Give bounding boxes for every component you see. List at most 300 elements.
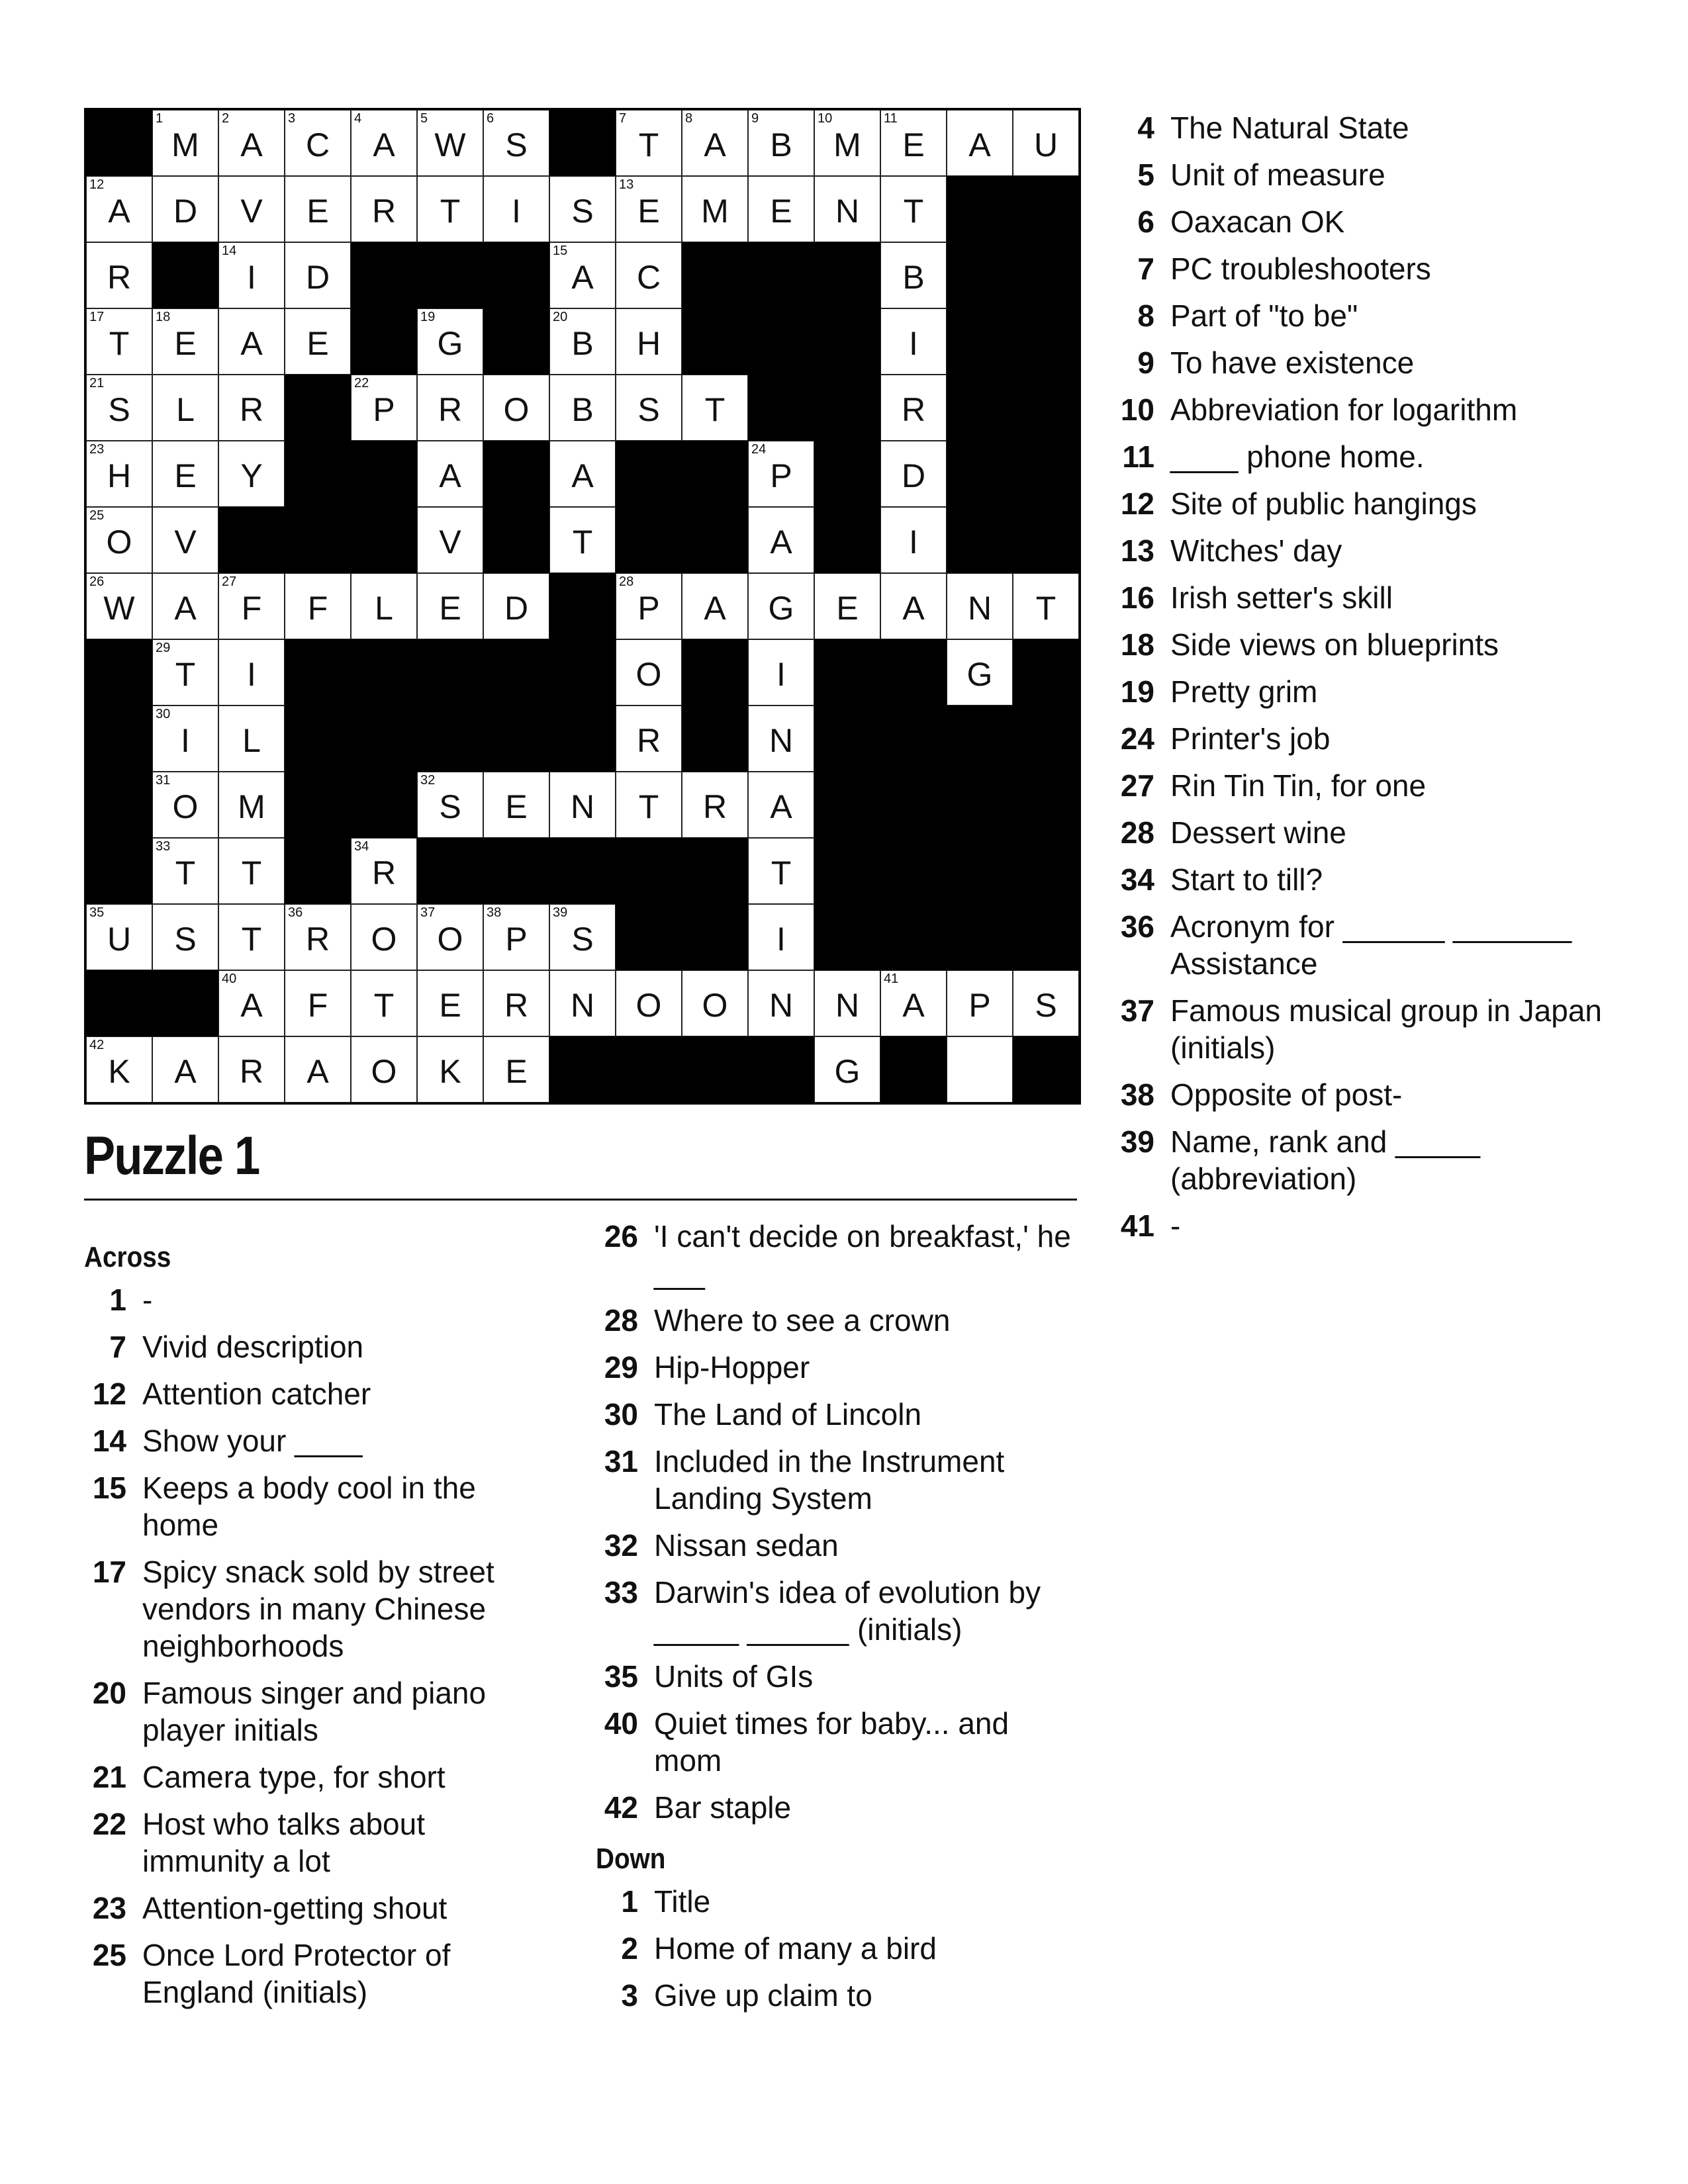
clue-item bbox=[596, 1218, 1079, 1292]
grid-cell[interactable] bbox=[483, 772, 549, 838]
cell-letter: A bbox=[571, 259, 594, 296]
clue-item bbox=[596, 1789, 1079, 1826]
cell-letter: O bbox=[503, 391, 530, 428]
cell-letter: B bbox=[571, 391, 594, 428]
grid-cell[interactable] bbox=[351, 573, 417, 639]
grid-cell[interactable] bbox=[218, 904, 285, 970]
block-cell bbox=[152, 242, 218, 308]
clue-text: Famous singer and piano player initials bbox=[142, 1676, 487, 1747]
grid-cell[interactable] bbox=[880, 176, 947, 242]
grid-cell[interactable] bbox=[86, 375, 152, 441]
clue-item bbox=[84, 1375, 534, 1412]
grid-cell[interactable] bbox=[814, 970, 880, 1036]
grid-cell[interactable] bbox=[218, 772, 285, 838]
cell-letter: C bbox=[636, 259, 661, 296]
grid-cell[interactable] bbox=[880, 242, 947, 308]
grid-cell[interactable] bbox=[285, 242, 351, 308]
cell-letter: T bbox=[109, 325, 130, 362]
clue-text: Rin Tin Tin, for one bbox=[1170, 768, 1427, 803]
cell-letter: A bbox=[902, 590, 925, 627]
grid-cell[interactable] bbox=[152, 441, 218, 507]
block-cell bbox=[814, 772, 880, 838]
cell-letter: L bbox=[242, 722, 261, 759]
grid-cell[interactable] bbox=[218, 838, 285, 904]
grid-cell[interactable] bbox=[417, 375, 483, 441]
cell-letter: S bbox=[439, 788, 461, 825]
block-cell bbox=[1013, 308, 1079, 375]
block-cell bbox=[351, 308, 417, 375]
grid-cell[interactable] bbox=[483, 904, 549, 970]
clue-text: Spicy snack sold by street vendors in many Chinese neighborhoods bbox=[142, 1555, 494, 1663]
grid-cell[interactable] bbox=[417, 176, 483, 242]
cell-number: 39 bbox=[553, 905, 568, 920]
cell-number: 28 bbox=[619, 574, 634, 589]
grid-cell[interactable] bbox=[152, 838, 218, 904]
block-cell bbox=[549, 573, 616, 639]
grid-cell[interactable] bbox=[947, 1036, 1013, 1103]
block-cell bbox=[814, 242, 880, 308]
grid-cell[interactable] bbox=[748, 507, 814, 573]
grid-cell[interactable] bbox=[483, 176, 549, 242]
grid-cell[interactable] bbox=[351, 970, 417, 1036]
grid-cell[interactable] bbox=[748, 573, 814, 639]
block-cell bbox=[218, 507, 285, 573]
clue-text: Give up claim to bbox=[654, 1978, 872, 2013]
cell-letter: V bbox=[240, 193, 263, 230]
cell-letter: T bbox=[638, 788, 659, 825]
grid-cell[interactable] bbox=[616, 970, 682, 1036]
grid-cell[interactable] bbox=[880, 970, 947, 1036]
grid-cell[interactable] bbox=[880, 375, 947, 441]
grid-cell[interactable] bbox=[1013, 573, 1079, 639]
clue-text: Keeps a body cool in the home bbox=[142, 1471, 476, 1542]
block-cell bbox=[417, 838, 483, 904]
clue-number: 34 bbox=[1120, 862, 1154, 897]
grid-cell[interactable] bbox=[285, 176, 351, 242]
clue-text: Attention catcher bbox=[142, 1377, 371, 1411]
clue-number: 30 bbox=[604, 1397, 638, 1432]
clue-number: 11 bbox=[1122, 439, 1154, 474]
cell-number: 35 bbox=[89, 905, 105, 920]
clue-item bbox=[1112, 250, 1602, 287]
cell-letter: T bbox=[373, 987, 395, 1024]
grid-cell[interactable] bbox=[880, 110, 947, 176]
cell-letter: A bbox=[240, 126, 263, 163]
grid-cell[interactable] bbox=[616, 573, 682, 639]
block-cell bbox=[483, 639, 549, 705]
cell-number: 36 bbox=[288, 905, 303, 920]
grid-cell[interactable] bbox=[616, 705, 682, 772]
title-divider bbox=[84, 1199, 1077, 1201]
grid-cell[interactable] bbox=[152, 110, 218, 176]
clue-number: 4 bbox=[1137, 111, 1154, 145]
grid-cell[interactable] bbox=[549, 970, 616, 1036]
grid-cell[interactable] bbox=[417, 507, 483, 573]
grid-cell[interactable] bbox=[549, 507, 616, 573]
clue-item bbox=[84, 1281, 534, 1318]
grid-cell[interactable] bbox=[218, 375, 285, 441]
cell-number: 10 bbox=[818, 111, 833, 126]
clue-number: 35 bbox=[604, 1659, 638, 1694]
cell-letter: A bbox=[108, 193, 130, 230]
cell-letter: I bbox=[181, 722, 190, 759]
grid-cell[interactable] bbox=[218, 176, 285, 242]
grid-cell[interactable] bbox=[218, 242, 285, 308]
grid-cell[interactable] bbox=[549, 772, 616, 838]
grid-cell[interactable] bbox=[682, 110, 748, 176]
grid-cell[interactable] bbox=[814, 1036, 880, 1103]
down-clues-column-3 bbox=[1112, 109, 1602, 1254]
block-cell bbox=[351, 441, 417, 507]
clue-item bbox=[1112, 344, 1602, 381]
grid-cell[interactable] bbox=[86, 1036, 152, 1103]
cell-number: 26 bbox=[89, 574, 105, 589]
cell-letter: P bbox=[770, 457, 792, 494]
grid-cell[interactable] bbox=[682, 375, 748, 441]
block-cell bbox=[483, 838, 549, 904]
cell-letter: T bbox=[1035, 590, 1056, 627]
block-cell bbox=[1013, 838, 1079, 904]
grid-cell[interactable] bbox=[1013, 110, 1079, 176]
cell-letter: C bbox=[305, 126, 330, 163]
cell-letter: E bbox=[505, 788, 528, 825]
cell-number: 17 bbox=[89, 310, 105, 324]
block-cell bbox=[947, 375, 1013, 441]
grid-cell[interactable] bbox=[218, 639, 285, 705]
block-cell bbox=[1013, 904, 1079, 970]
grid-cell[interactable] bbox=[748, 705, 814, 772]
block-cell bbox=[483, 507, 549, 573]
grid-cell[interactable] bbox=[483, 375, 549, 441]
grid-cell[interactable] bbox=[351, 1036, 417, 1103]
cell-letter: E bbox=[836, 590, 859, 627]
block-cell bbox=[285, 772, 351, 838]
grid-cell[interactable] bbox=[616, 639, 682, 705]
cell-letter: M bbox=[238, 788, 265, 825]
grid-cell[interactable] bbox=[152, 1036, 218, 1103]
grid-cell[interactable] bbox=[947, 110, 1013, 176]
puzzle-title: Puzzle 1 bbox=[84, 1126, 259, 1186]
grid-cell[interactable] bbox=[218, 441, 285, 507]
grid-cell[interactable] bbox=[351, 904, 417, 970]
cell-letter: G bbox=[834, 1053, 861, 1090]
grid-cell[interactable] bbox=[880, 308, 947, 375]
cell-letter: T bbox=[440, 193, 461, 230]
grid-cell[interactable] bbox=[86, 308, 152, 375]
grid-cell[interactable] bbox=[152, 705, 218, 772]
cell-letter: I bbox=[909, 325, 918, 362]
cell-letter: T bbox=[241, 921, 262, 958]
grid-cell[interactable] bbox=[218, 970, 285, 1036]
cell-letter: N bbox=[769, 987, 794, 1024]
cell-letter: H bbox=[107, 457, 132, 494]
block-cell bbox=[285, 705, 351, 772]
cell-letter: U bbox=[1033, 126, 1058, 163]
clue-text: Title bbox=[654, 1884, 711, 1919]
clue-text: Opposite of post- bbox=[1170, 1077, 1403, 1112]
grid-cell[interactable] bbox=[86, 441, 152, 507]
cell-letter: T bbox=[638, 126, 659, 163]
cell-letter: T bbox=[572, 523, 593, 561]
cell-letter: U bbox=[107, 921, 132, 958]
grid-cell[interactable] bbox=[682, 772, 748, 838]
cell-letter: R bbox=[438, 391, 463, 428]
grid-cell[interactable] bbox=[351, 110, 417, 176]
cell-letter: T bbox=[175, 854, 196, 891]
grid-cell[interactable] bbox=[218, 705, 285, 772]
clue-text: Famous musical group in Japan (initials) bbox=[1170, 993, 1602, 1065]
grid-cell[interactable] bbox=[616, 110, 682, 176]
grid-cell[interactable] bbox=[1013, 970, 1079, 1036]
clue-number: 42 bbox=[604, 1790, 638, 1825]
cell-number: 22 bbox=[354, 376, 369, 390]
clue-number: 40 bbox=[604, 1706, 638, 1741]
grid-cell[interactable] bbox=[351, 375, 417, 441]
grid-cell[interactable] bbox=[748, 176, 814, 242]
grid-cell[interactable] bbox=[880, 573, 947, 639]
grid-cell[interactable] bbox=[152, 772, 218, 838]
cell-number: 5 bbox=[420, 111, 428, 126]
grid-cell[interactable] bbox=[218, 110, 285, 176]
grid-cell[interactable] bbox=[748, 110, 814, 176]
grid-cell[interactable] bbox=[748, 904, 814, 970]
grid-cell[interactable] bbox=[748, 838, 814, 904]
clue-text: Witches' day bbox=[1170, 533, 1342, 568]
grid-cell[interactable] bbox=[152, 639, 218, 705]
grid-cell[interactable] bbox=[86, 507, 152, 573]
cell-letter: S bbox=[571, 193, 594, 230]
block-cell bbox=[682, 705, 748, 772]
grid-cell[interactable] bbox=[549, 441, 616, 507]
grid-cell[interactable] bbox=[417, 308, 483, 375]
grid-cell[interactable] bbox=[616, 242, 682, 308]
cell-number: 31 bbox=[156, 773, 171, 788]
grid-cell[interactable] bbox=[682, 970, 748, 1036]
cell-letter: R bbox=[702, 788, 727, 825]
grid-cell[interactable] bbox=[152, 308, 218, 375]
grid-cell[interactable] bbox=[880, 507, 947, 573]
grid-cell[interactable] bbox=[880, 441, 947, 507]
block-cell bbox=[1013, 639, 1079, 705]
grid-cell[interactable] bbox=[218, 573, 285, 639]
grid-cell[interactable] bbox=[549, 904, 616, 970]
grid-cell[interactable] bbox=[417, 904, 483, 970]
grid-cell[interactable] bbox=[616, 772, 682, 838]
grid-cell[interactable] bbox=[218, 308, 285, 375]
block-cell bbox=[1013, 772, 1079, 838]
grid-cell[interactable] bbox=[748, 639, 814, 705]
block-cell bbox=[947, 705, 1013, 772]
clue-number: 38 bbox=[1120, 1077, 1154, 1112]
grid-cell[interactable] bbox=[285, 970, 351, 1036]
grid-cell[interactable] bbox=[218, 1036, 285, 1103]
clue-number: 36 bbox=[1120, 909, 1154, 944]
cell-letter: P bbox=[968, 987, 991, 1024]
block-cell bbox=[549, 110, 616, 176]
clue-text: Name, rank and _____ (abbreviation) bbox=[1170, 1124, 1480, 1196]
grid-cell[interactable] bbox=[285, 573, 351, 639]
cell-letter: R bbox=[239, 1053, 264, 1090]
clue-item bbox=[1112, 814, 1602, 851]
grid-cell[interactable] bbox=[682, 573, 748, 639]
clue-text: Home of many a bird bbox=[654, 1931, 937, 1966]
clue-text: Pretty grim bbox=[1170, 674, 1318, 709]
clue-number: 12 bbox=[92, 1377, 126, 1411]
grid-cell[interactable] bbox=[483, 1036, 549, 1103]
grid-cell[interactable] bbox=[814, 573, 880, 639]
cell-letter: T bbox=[175, 656, 196, 693]
clue-item bbox=[1112, 1123, 1602, 1197]
block-cell bbox=[947, 904, 1013, 970]
cell-letter: I bbox=[512, 193, 521, 230]
grid-cell[interactable] bbox=[947, 639, 1013, 705]
cell-number: 37 bbox=[420, 905, 436, 920]
grid-cell[interactable] bbox=[814, 110, 880, 176]
cell-number: 2 bbox=[222, 111, 230, 126]
grid-cell[interactable] bbox=[285, 904, 351, 970]
clue-number: 41 bbox=[1120, 1208, 1154, 1243]
grid-cell[interactable] bbox=[152, 176, 218, 242]
clue-item bbox=[1112, 485, 1602, 522]
block-cell bbox=[682, 507, 748, 573]
block-cell bbox=[748, 1036, 814, 1103]
block-cell bbox=[880, 705, 947, 772]
cell-letter: O bbox=[172, 788, 199, 825]
grid-cell[interactable] bbox=[748, 970, 814, 1036]
block-cell bbox=[748, 242, 814, 308]
grid-cell[interactable] bbox=[549, 176, 616, 242]
grid-cell[interactable] bbox=[285, 110, 351, 176]
grid-cell[interactable] bbox=[86, 904, 152, 970]
clue-text: Nissan sedan bbox=[654, 1528, 839, 1563]
grid-cell[interactable] bbox=[748, 772, 814, 838]
block-cell bbox=[947, 772, 1013, 838]
cell-letter: E bbox=[439, 987, 461, 1024]
cell-letter: K bbox=[108, 1053, 130, 1090]
block-cell bbox=[814, 507, 880, 573]
cell-letter: O bbox=[635, 656, 662, 693]
grid-cell[interactable] bbox=[814, 176, 880, 242]
cell-letter: R bbox=[107, 259, 132, 296]
cell-letter: W bbox=[434, 126, 466, 163]
clue-text: Acronym for ______ _______ Assistance bbox=[1170, 909, 1572, 981]
block-cell bbox=[351, 639, 417, 705]
grid-cell[interactable] bbox=[549, 242, 616, 308]
grid-cell[interactable] bbox=[152, 573, 218, 639]
block-cell bbox=[814, 639, 880, 705]
grid-cell[interactable] bbox=[417, 573, 483, 639]
grid-cell[interactable] bbox=[417, 772, 483, 838]
grid-cell[interactable] bbox=[86, 242, 152, 308]
cell-letter: P bbox=[373, 391, 395, 428]
crossword-grid bbox=[84, 108, 1081, 1105]
grid-cell[interactable] bbox=[417, 970, 483, 1036]
cell-letter: V bbox=[439, 523, 461, 561]
cell-letter: H bbox=[636, 325, 661, 362]
block-cell bbox=[86, 970, 152, 1036]
block-cell bbox=[549, 639, 616, 705]
block-cell bbox=[814, 838, 880, 904]
cell-number: 33 bbox=[156, 839, 171, 854]
clue-number: 28 bbox=[604, 1303, 638, 1338]
clue-item bbox=[1112, 438, 1602, 475]
block-cell bbox=[682, 308, 748, 375]
grid-cell[interactable] bbox=[152, 375, 218, 441]
cell-number: 15 bbox=[553, 244, 568, 258]
clue-item bbox=[1112, 908, 1602, 982]
block-cell bbox=[748, 375, 814, 441]
grid-cell[interactable] bbox=[748, 441, 814, 507]
clue-text: Bar staple bbox=[654, 1790, 792, 1825]
clue-text: Show your ____ bbox=[142, 1424, 363, 1458]
grid-cell[interactable] bbox=[417, 1036, 483, 1103]
block-cell bbox=[1013, 507, 1079, 573]
grid-cell[interactable] bbox=[417, 110, 483, 176]
cell-letter: T bbox=[704, 391, 726, 428]
grid-cell[interactable] bbox=[682, 176, 748, 242]
block-cell bbox=[880, 838, 947, 904]
grid-cell[interactable] bbox=[285, 308, 351, 375]
grid-cell[interactable] bbox=[947, 573, 1013, 639]
block-cell bbox=[351, 705, 417, 772]
cell-letter: S bbox=[108, 391, 130, 428]
grid-cell[interactable] bbox=[351, 838, 417, 904]
grid-cell[interactable] bbox=[616, 375, 682, 441]
grid-cell[interactable] bbox=[483, 573, 549, 639]
clue-text: Abbreviation for logarithm bbox=[1170, 392, 1518, 427]
cell-number: 32 bbox=[420, 773, 436, 788]
clue-number: 33 bbox=[604, 1575, 638, 1610]
grid-cell[interactable] bbox=[86, 573, 152, 639]
grid-cell[interactable] bbox=[483, 110, 549, 176]
clue-number: 14 bbox=[92, 1424, 126, 1458]
cell-letter: B bbox=[571, 325, 594, 362]
grid-cell[interactable] bbox=[549, 308, 616, 375]
clue-item bbox=[596, 1349, 1079, 1386]
clue-item bbox=[84, 1674, 534, 1749]
grid-cell[interactable] bbox=[351, 176, 417, 242]
grid-cell[interactable] bbox=[616, 176, 682, 242]
cell-letter: M bbox=[833, 126, 861, 163]
block-cell bbox=[616, 838, 682, 904]
clue-text: Side views on blueprints bbox=[1170, 627, 1499, 662]
cell-letter: G bbox=[768, 590, 794, 627]
cell-number: 18 bbox=[156, 310, 171, 324]
clue-number: 1 bbox=[109, 1283, 126, 1317]
grid-cell[interactable] bbox=[483, 970, 549, 1036]
clue-text: - bbox=[142, 1283, 153, 1317]
cell-letter: R bbox=[901, 391, 926, 428]
grid-cell[interactable] bbox=[417, 441, 483, 507]
grid-cell[interactable] bbox=[616, 308, 682, 375]
clue-item bbox=[1112, 109, 1602, 146]
grid-cell[interactable] bbox=[86, 176, 152, 242]
grid-cell[interactable] bbox=[947, 970, 1013, 1036]
cell-letter: I bbox=[776, 921, 786, 958]
grid-cell[interactable] bbox=[549, 375, 616, 441]
cell-number: 30 bbox=[156, 707, 171, 721]
cell-number: 41 bbox=[884, 972, 899, 986]
clue-item bbox=[1112, 156, 1602, 193]
grid-cell[interactable] bbox=[152, 507, 218, 573]
clue-item bbox=[596, 1396, 1079, 1433]
clue-number: 27 bbox=[1120, 768, 1154, 803]
grid-cell[interactable] bbox=[152, 904, 218, 970]
cell-letter: Y bbox=[240, 457, 263, 494]
grid-cell[interactable] bbox=[285, 1036, 351, 1103]
cell-letter: V bbox=[174, 523, 197, 561]
cell-number: 14 bbox=[222, 244, 237, 258]
